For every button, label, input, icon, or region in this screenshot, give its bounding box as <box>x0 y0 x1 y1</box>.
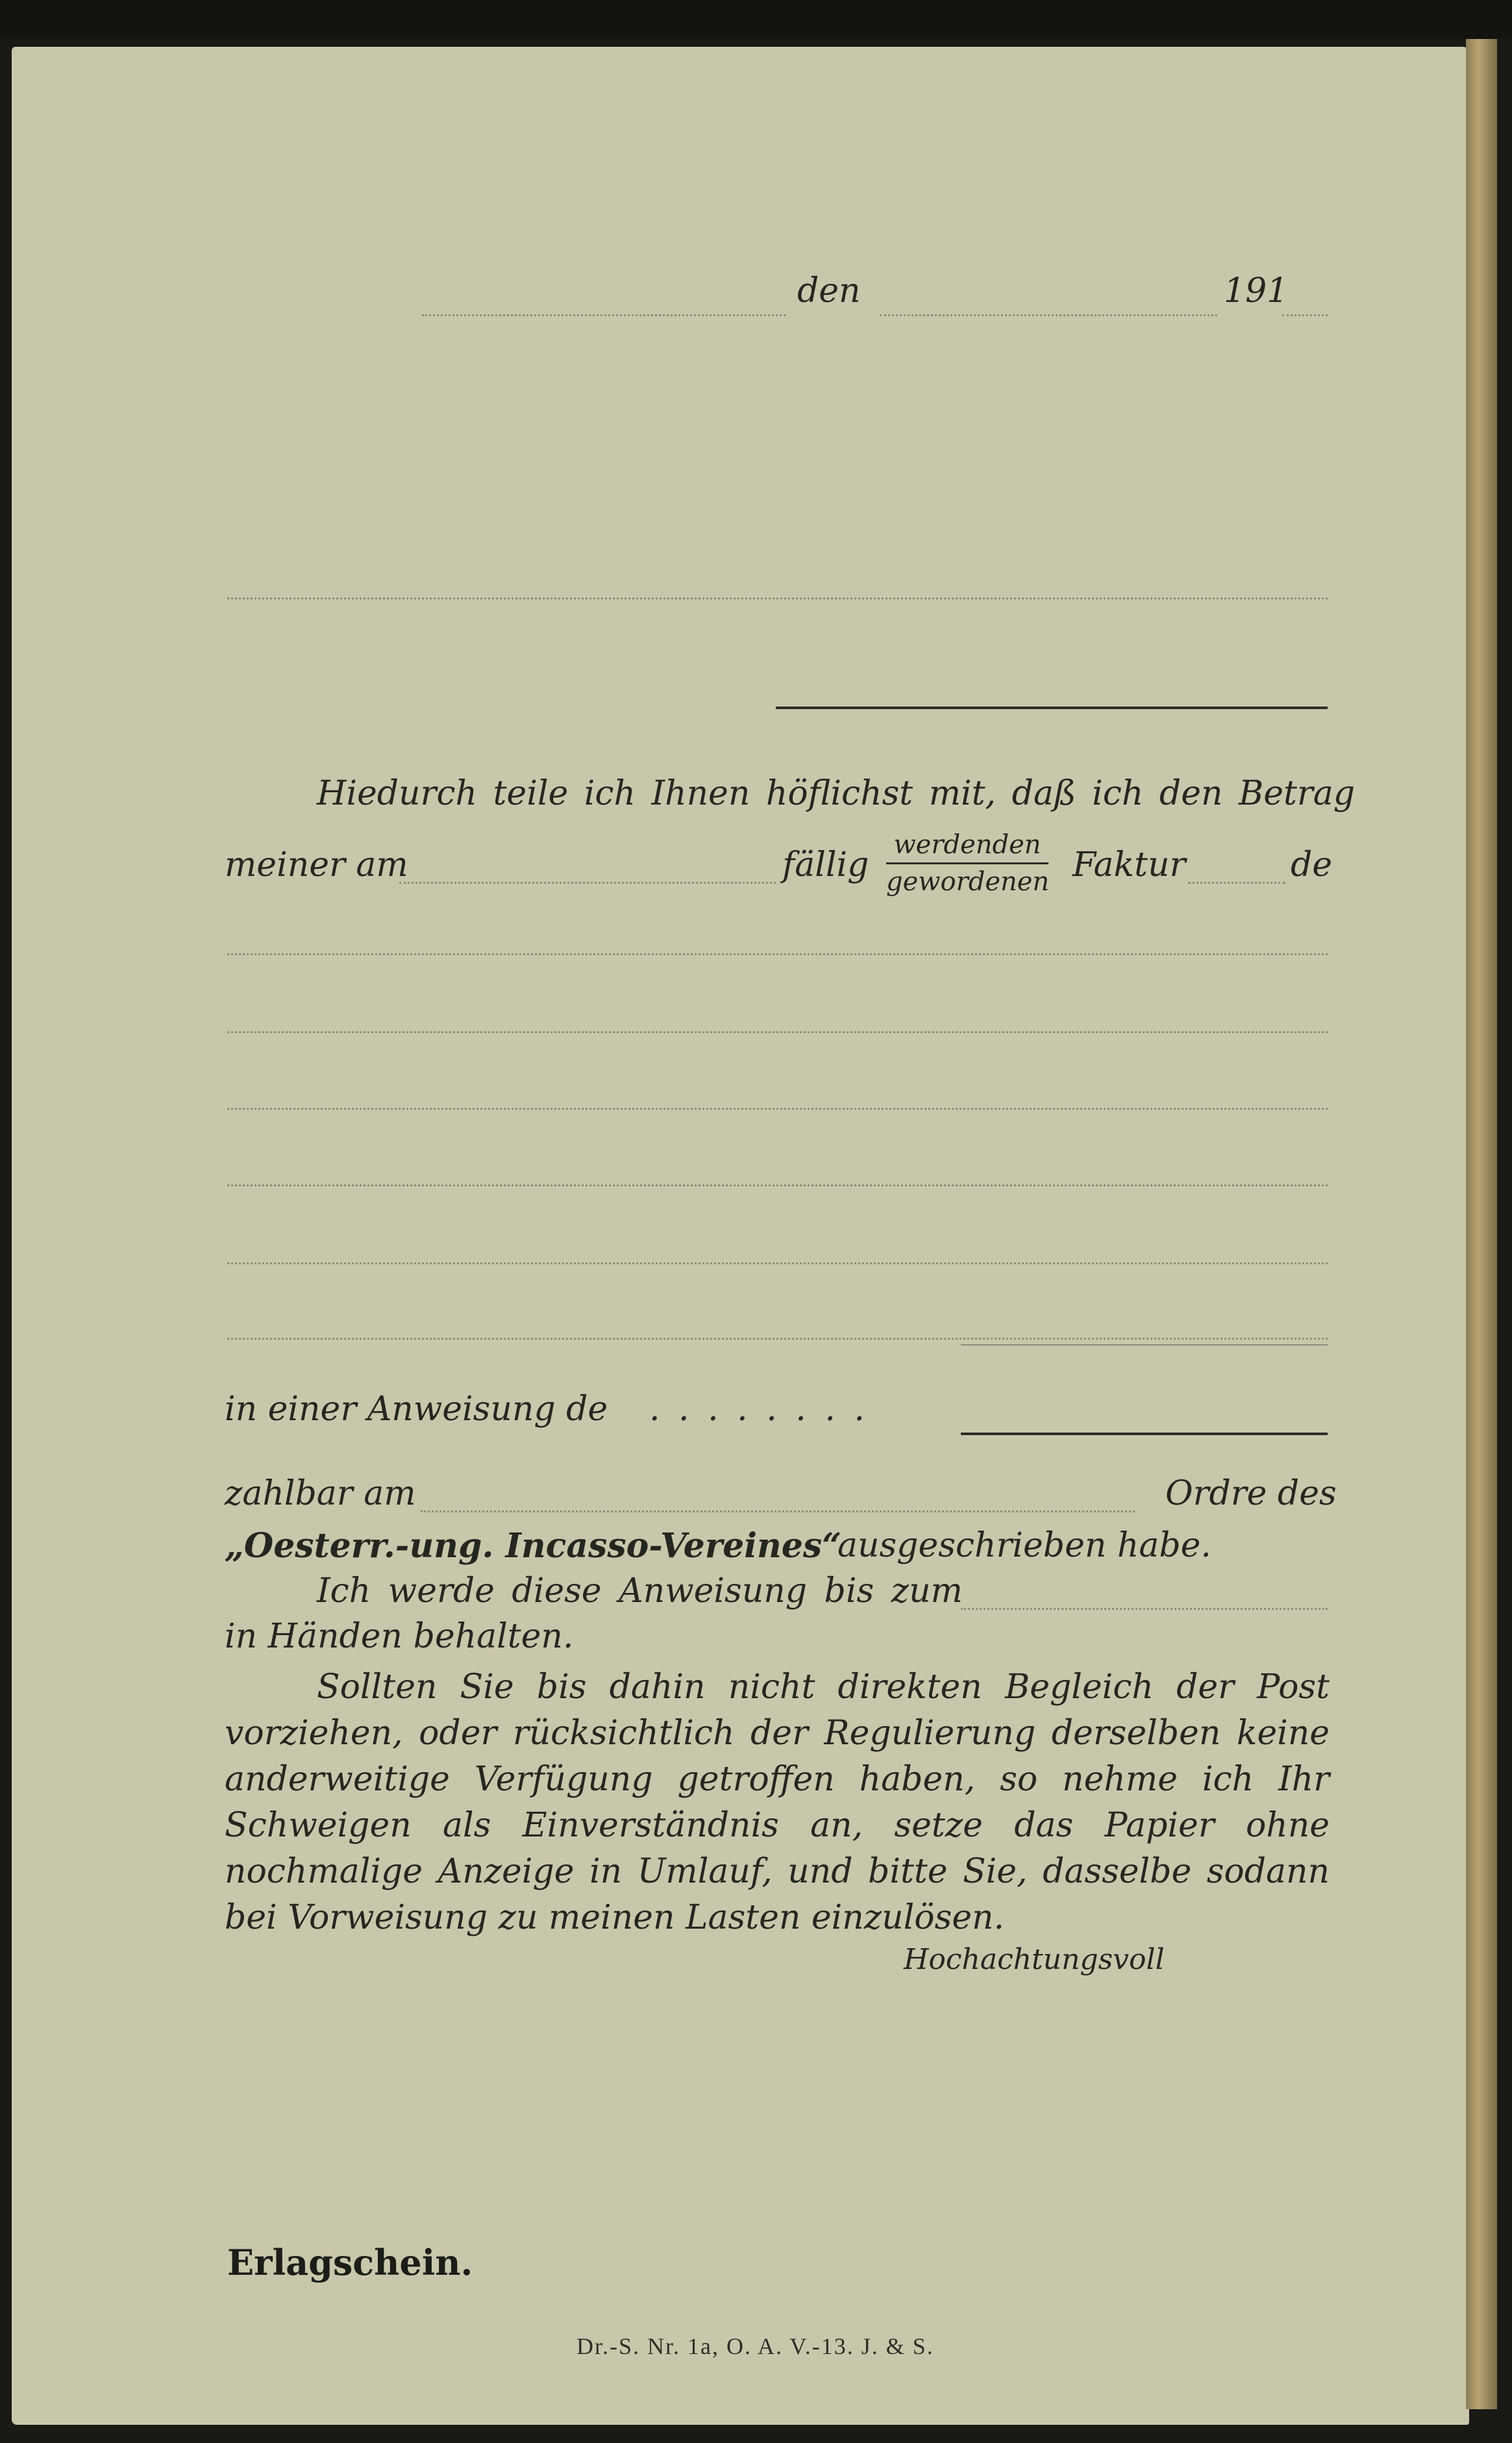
year-prefix: 191 <box>1224 271 1289 310</box>
scan-top-edge <box>0 0 1512 39</box>
bis-zum-field[interactable] <box>961 1608 1328 1610</box>
form-sheet <box>12 47 1469 2425</box>
fill-line-2[interactable] <box>227 1031 1328 1033</box>
form-title: Erlagschein. <box>227 2242 473 2283</box>
meiner-am-label: meiner am <box>225 846 408 884</box>
faellig-label: fällig <box>782 846 869 884</box>
anweisung-dots: . . . . . . . . <box>649 1390 869 1429</box>
ordre-des-label: Ordre des <box>1165 1474 1337 1513</box>
conditions-paragraph: Sollten Sie bis dahin nicht direkten Begleich der Post vorziehen, oder rücksichtlich der Regulierung derselben keine anderweitige Verfügung getroffen haben, so nehme ich Ihr Schweigen als Einverständnis an, setze das Papier ohne nochmalige Anzeige in Umlauf, und bitte Sie, dasselbe sodann bei Vorweisung zu meinen Lasten einzulösen. <box>225 1668 1330 1937</box>
fraction-werdenden <box>886 830 1048 897</box>
frac-top: werdenden <box>886 830 1048 864</box>
closing: Hochachtungsvoll <box>904 1943 1165 1976</box>
zahlbar-am-label: zahlbar am <box>225 1474 416 1513</box>
faktur-label: Faktur <box>1072 846 1186 884</box>
faktur-field[interactable] <box>1188 882 1285 884</box>
address-field[interactable] <box>227 597 1328 599</box>
fill-line-6[interactable] <box>227 1338 1328 1340</box>
date-field[interactable] <box>880 314 1217 316</box>
place-field[interactable] <box>422 314 786 316</box>
fill-line-3[interactable] <box>227 1108 1328 1110</box>
ausgeschrieben-label: ausgeschrieben habe. <box>837 1526 1211 1565</box>
de-label-1: de <box>1291 846 1333 884</box>
verein-name: „Oesterr.-ung. Incasso-Vereines“ <box>225 1526 842 1566</box>
haenden-line: in Händen behalten. <box>225 1617 574 1656</box>
meiner-am-field[interactable] <box>399 882 776 884</box>
frac-bottom: gewordenen <box>886 867 1050 897</box>
signature-line[interactable] <box>776 707 1328 709</box>
book-edge <box>1466 39 1497 2409</box>
amount-line[interactable] <box>961 1433 1328 1435</box>
year-field[interactable] <box>1282 314 1328 316</box>
den-label: den <box>797 271 861 310</box>
werde-line: Ich werde diese Anweisung bis zum <box>317 1572 963 1610</box>
anweisung-label: in einer Anweisung de <box>225 1390 608 1429</box>
fill-line-5[interactable] <box>227 1262 1328 1264</box>
amount-upper-line[interactable] <box>961 1344 1328 1346</box>
fill-line-4[interactable] <box>227 1184 1328 1186</box>
printer-imprint: Dr.-S. Nr. 1a, O. A. V.-13. J. & S. <box>576 2333 934 2359</box>
intro-line: Hiedurch teile ich Ihnen höflichst mit, daß ich den Betrag <box>317 774 1356 813</box>
fill-line-1[interactable] <box>227 953 1328 955</box>
zahlbar-am-field[interactable] <box>421 1510 1135 1512</box>
